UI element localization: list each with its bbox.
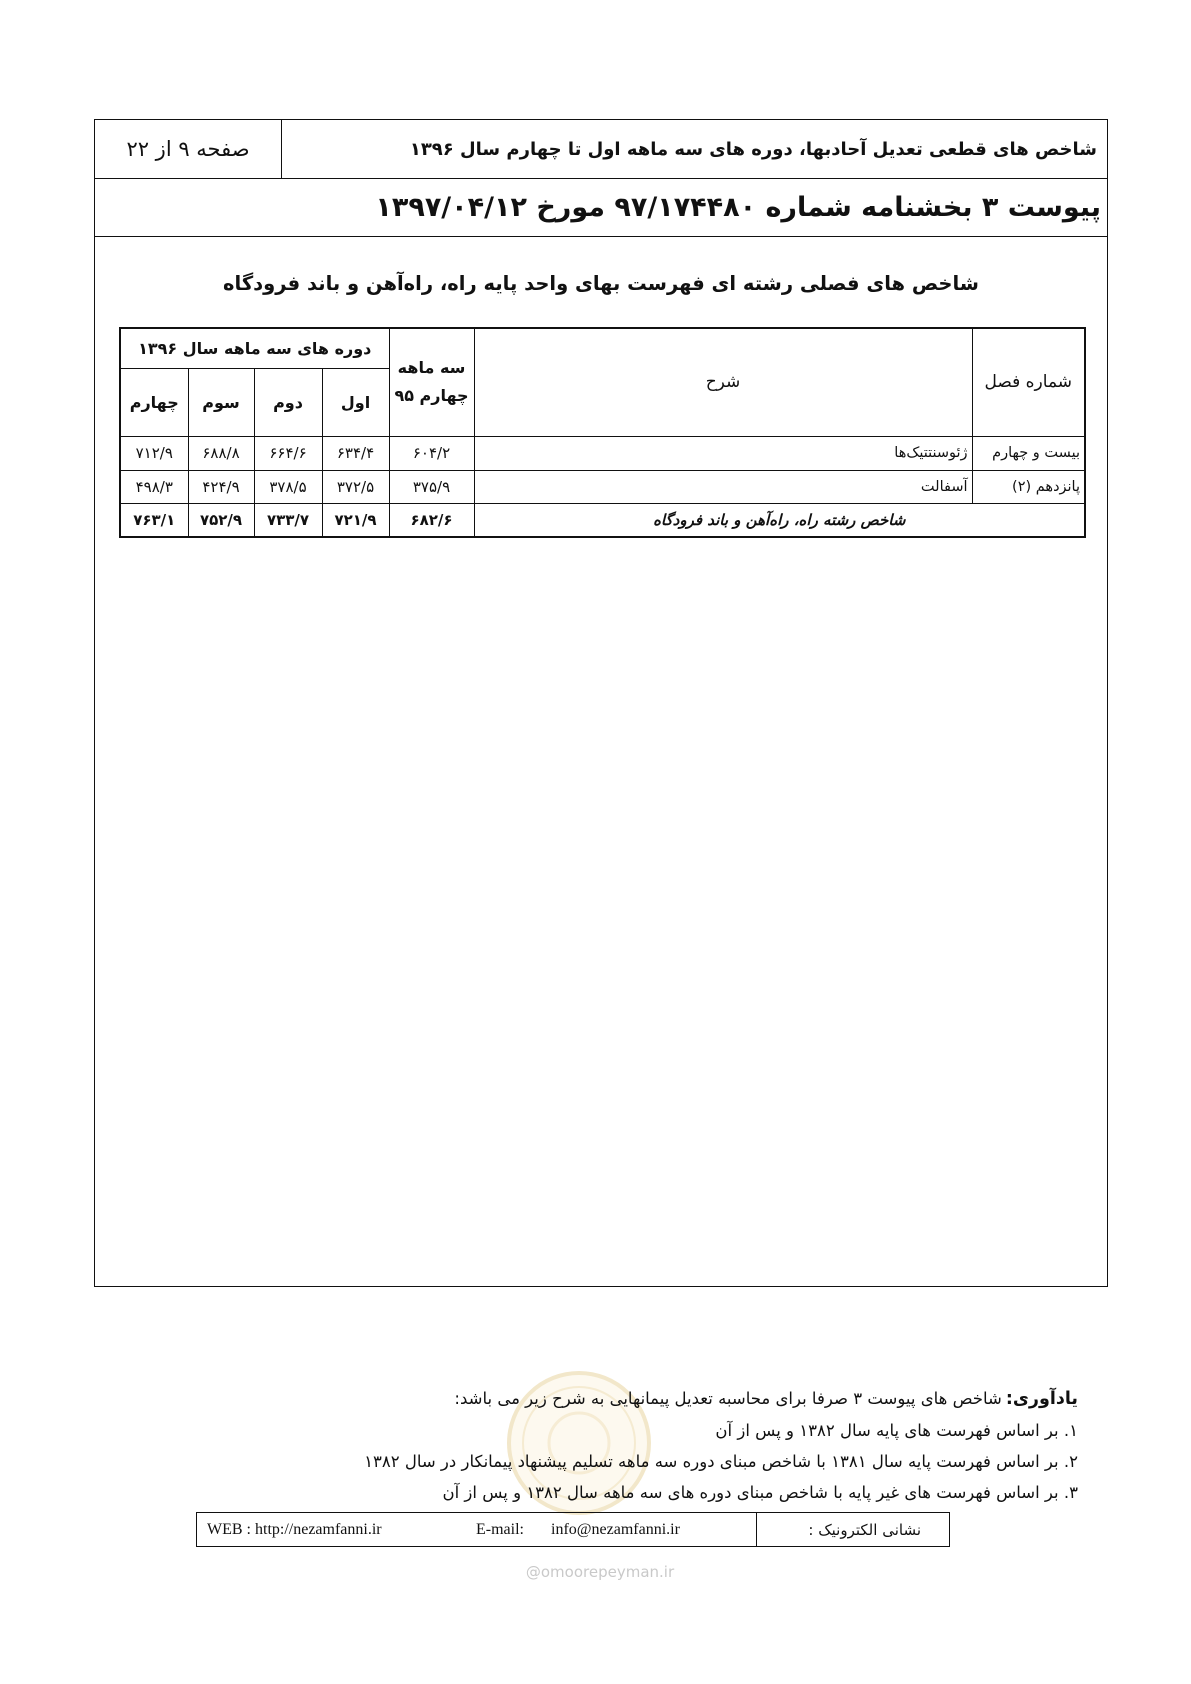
- total-q4: ۷۶۳/۱: [120, 503, 188, 537]
- total-q2: ۷۳۳/۷: [254, 503, 322, 537]
- email-label: E-mail:: [476, 1520, 524, 1538]
- contact-label: نشانی الکترونیک :: [756, 1513, 949, 1546]
- total-label: شاخص رشته راه، راه‌آهن و باند فرودگاه: [474, 503, 1085, 537]
- cell-q3: ۶۸۸/۸: [188, 436, 254, 470]
- header-base-line2: چهارم ۹۵: [394, 386, 469, 406]
- section-title: شاخص های فصلی رشته ای فهرست بهای واحد پایه راه، راه‌آهن و باند فرودگاه: [223, 272, 979, 295]
- web-address: WEB : http://nezamfanni.ir: [207, 1520, 382, 1538]
- total-q3: ۷۵۲/۹: [188, 503, 254, 537]
- notes-item: ۳. بر اساس فهرست های غیر پایه با شاخص مبنای دوره های سه ماهه سال ۱۳۸۲ و پس از آن: [442, 1483, 1078, 1502]
- header-row: [95, 120, 1107, 179]
- header-description: شرح: [474, 328, 972, 436]
- notes-intro-line: [198, 1383, 1078, 1415]
- cell-q1: ۳۷۲/۵: [322, 470, 389, 503]
- cell-chapter: پانزدهم (۲): [972, 470, 1085, 503]
- header-q2: دوم: [254, 368, 322, 436]
- index-table: [119, 327, 1086, 538]
- notes-item: ۲. بر اساس فهرست پایه سال ۱۳۸۱ با شاخص مبنای دوره سه ماهه تسلیم پیشنهاد پیمانکار در سال ۱۳۸۲: [364, 1452, 1078, 1471]
- header-q4: چهارم: [120, 368, 188, 436]
- cell-q3: ۴۲۴/۹: [188, 470, 254, 503]
- annex-row: [95, 179, 1107, 237]
- page-number: صفحه ۹ از ۲۲: [95, 120, 282, 178]
- cell-q2: ۶۶۴/۶: [254, 436, 322, 470]
- header-period-group: دوره های سه ماهه سال ۱۳۹۶: [120, 328, 389, 368]
- notes-heading: یادآوری:: [1005, 1389, 1078, 1409]
- table-total-row: [120, 503, 1085, 537]
- cell-q1: ۶۳۴/۴: [322, 436, 389, 470]
- annex-title: پیوست ۳ بخشنامه شماره ۹۷/۱۷۴۴۸۰ مورخ ۱۳۹۷/۰۴/۱۲: [375, 192, 1101, 223]
- cell-base: ۶۰۴/۲: [389, 436, 474, 470]
- header-base-line1: سه ماهه: [397, 358, 466, 378]
- notes-intro: شاخص های پیوست ۳ صرفا برای محاسبه تعدیل پیمانهایی به شرح زیر می باشد:: [454, 1389, 1002, 1408]
- document-title: شاخص های قطعی تعدیل آحادبها، دوره های سه ماهه اول تا چهارم سال ۱۳۹۶: [409, 138, 1097, 160]
- cell-chapter: بیست و چهارم: [972, 436, 1085, 470]
- contact-box: [196, 1512, 950, 1547]
- table-header-row: [120, 328, 1085, 368]
- header-q3: سوم: [188, 368, 254, 436]
- cell-description: ژئوسنتتیک‌ها: [474, 436, 972, 470]
- header-base-period: [389, 328, 474, 436]
- cell-q4: ۷۱۲/۹: [120, 436, 188, 470]
- total-q1: ۷۲۱/۹: [322, 503, 389, 537]
- notes-item: ۱. بر اساس فهرست های پایه سال ۱۳۸۲ و پس از آن: [715, 1421, 1078, 1440]
- total-base: ۶۸۲/۶: [389, 503, 474, 537]
- cell-q4: ۴۹۸/۳: [120, 470, 188, 503]
- watermark-text: @omoorepeyman.ir: [525, 1563, 675, 1581]
- notes: [198, 1383, 1078, 1508]
- cell-base: ۳۷۵/۹: [389, 470, 474, 503]
- table-row: [120, 436, 1085, 470]
- header-chapter-no: شماره فصل: [972, 328, 1085, 436]
- email-address: info@nezamfanni.ir: [551, 1520, 680, 1538]
- table-row: [120, 470, 1085, 503]
- cell-description: آسفالت: [474, 470, 972, 503]
- header-q1: اول: [322, 368, 389, 436]
- cell-q2: ۳۷۸/۵: [254, 470, 322, 503]
